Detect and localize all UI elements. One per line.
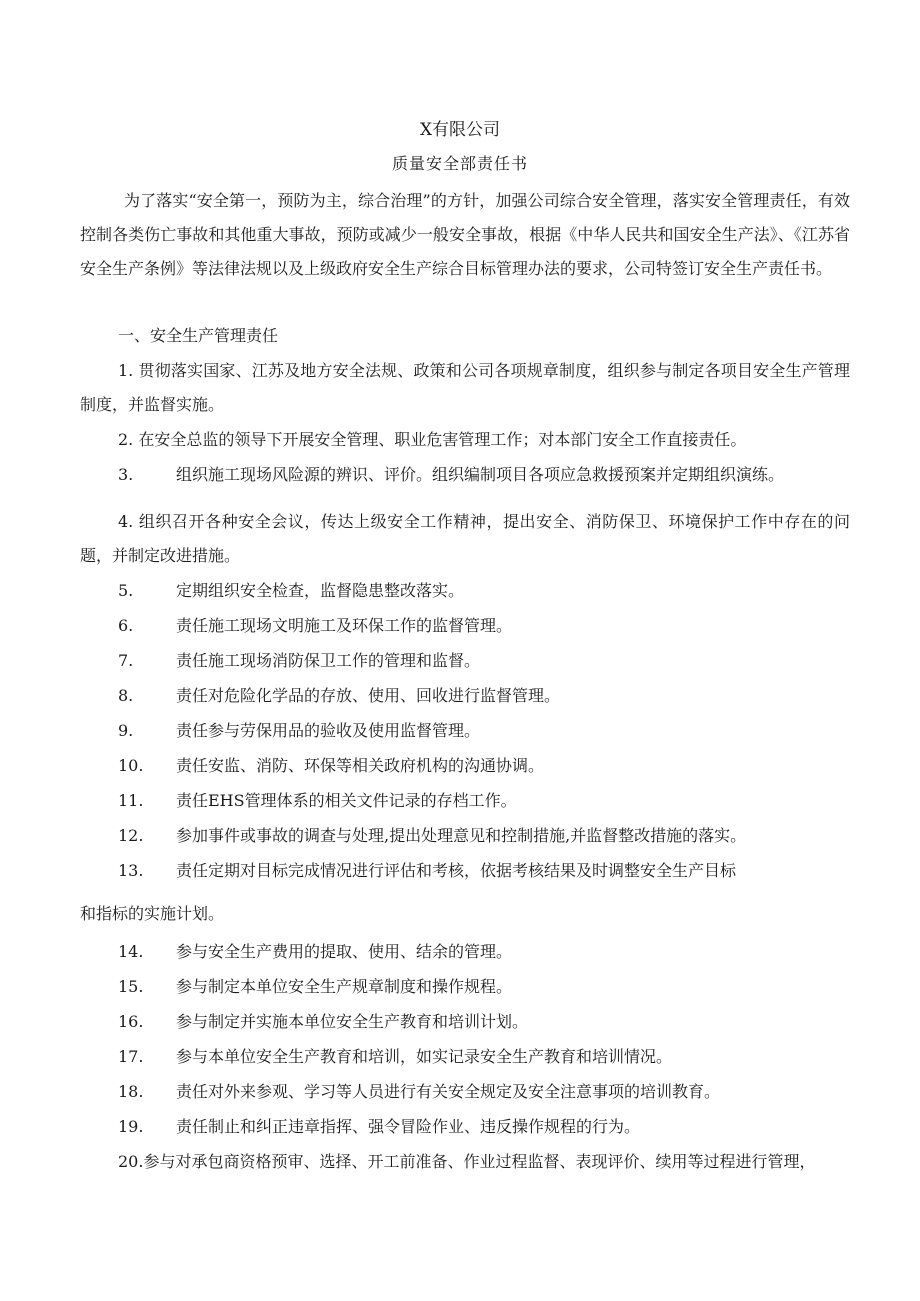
item-number: 16.	[118, 1012, 144, 1031]
item-text: 贯彻落实国家、江苏及地方安全法规、政策和公司各项规章制度，组织参与制定各项目安全生产管理制度，并监督实施。	[80, 361, 850, 414]
item-text: 组织召开各种安全会议，传达上级安全工作精神，提出安全、消防保卫、环境保护工作中存在的问题，并制定改进措施。	[80, 512, 850, 565]
item-text: 参与本单位安全生产教育和培训，如实记录安全生产教育和培训情况。	[176, 1047, 673, 1066]
list-item	[80, 505, 850, 573]
item-number: 1.	[118, 361, 134, 380]
item-text: 责任对危险化学品的存放、使用、回收进行监督管理。	[176, 686, 561, 705]
item-text: 责任施工现场消防保卫工作的管理和监督。	[176, 651, 481, 670]
item-text: 参与安全生产费用的提取、使用、结余的管理。	[176, 942, 513, 961]
item-number: 14.	[118, 942, 144, 961]
item-text: 组织施工现场风险源的辨识、评价。组织编制项目各项应急救援预案并定期组织演练。	[176, 465, 785, 484]
item-number: 19.	[118, 1117, 144, 1136]
item-text: 责任参与劳保用品的验收及使用监督管理。	[176, 721, 481, 740]
document-title: 质量安全部责任书	[391, 154, 528, 173]
item-number: 12.	[118, 826, 144, 845]
item-number: 20.	[118, 1152, 144, 1171]
item-number: 15.	[118, 977, 144, 996]
item-number: 6.	[118, 616, 134, 635]
item-number: 2.	[118, 430, 134, 449]
intro-paragraph: 为了落实“安全第一，预防为主，综合治理”的方针，加强公司综合安全管理，落实安全管理责任，有效控制各类伤亡事故和其他重大事故，预防或减少一般安全事故，根据《中华人民共和国安全生产法》、《江苏省安全生产条例》等法律法规以及上级政府安全生产综合目标管理办法的要求，公司特签订安全生产责任书。	[80, 191, 850, 278]
item-text: 责任定期对目标完成情况进行评估和考核，依据考核结果及时调整安全生产目标	[176, 861, 737, 880]
item-number: 7.	[118, 651, 134, 670]
item-number: 9.	[118, 721, 134, 740]
list-item	[118, 428, 746, 452]
item-text: 责任施工现场文明施工及环保工作的监督管理。	[176, 616, 513, 635]
item-text: 责任安监、消防、环保等相关政府机构的沟通协调。	[176, 756, 545, 775]
item-text: 参加事件或事故的调查与处理,提出处理意见和控制措施,并监督整改措施的落实。	[176, 826, 747, 845]
item-continuation: 和指标的实施计划。	[80, 904, 225, 923]
item-text: 参与对承包商资格预审、选择、开工前准备、作业过程监督、表现评价、续用等过程进行管理，	[143, 1152, 816, 1171]
list-item	[80, 354, 850, 422]
item-text: 在安全总监的领导下开展安全管理、职业危害管理工作；对本部门安全工作直接责任。	[138, 430, 747, 449]
item-number: 4.	[118, 512, 134, 531]
item-text: 参与制定并实施本单位安全生产教育和培训计划。	[176, 1012, 529, 1031]
item-text: 定期组织安全检查，监督隐患整改落实。	[176, 581, 465, 600]
item-text: 参与制定本单位安全生产规章制度和操作规程。	[176, 977, 513, 996]
item-number: 10.	[118, 756, 144, 775]
company-name: X有限公司	[419, 120, 501, 140]
item-number: 5.	[118, 581, 134, 600]
item-text: 责任EHS管理体系的相关文件记录的存档工作。	[176, 791, 517, 810]
item-number: 18.	[118, 1082, 144, 1101]
section-heading: 一、安全生产管理责任	[118, 326, 279, 345]
item-number: 3.	[118, 465, 134, 484]
item-number: 8.	[118, 686, 134, 705]
item-number: 17.	[118, 1047, 144, 1066]
list-item	[118, 1150, 815, 1174]
item-text: 责任对外来参观、学习等人员进行有关安全规定及安全注意事项的培训教育。	[176, 1082, 721, 1101]
item-number: 13.	[118, 861, 144, 880]
item-number: 11.	[118, 791, 144, 810]
item-text: 责任制止和纠正违章指挥、强令冒险作业、违反操作规程的行为。	[176, 1117, 641, 1136]
